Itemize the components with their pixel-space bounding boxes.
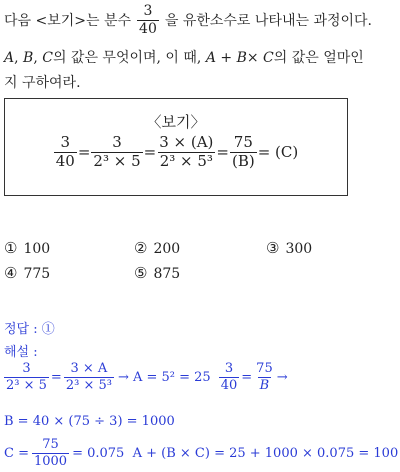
question-expression: A + B× C <box>205 50 274 66</box>
choice-5[interactable] <box>134 264 180 282</box>
equals-sign: = <box>77 143 91 162</box>
choice-value: 875 <box>153 266 181 282</box>
bogi-equation <box>5 135 347 170</box>
numerator: 75 <box>256 361 273 376</box>
answer-label: 정답 : ① <box>4 322 55 337</box>
choice-value: 100 <box>23 241 51 257</box>
bogi-fraction-1 <box>54 135 77 170</box>
denominator: 40 <box>55 151 75 170</box>
question-line-3: 지 구하여라. <box>4 75 81 91</box>
denominator: 2³ × 5 <box>93 151 141 170</box>
choice-value: 300 <box>285 241 313 257</box>
numerator: 75 <box>233 133 253 151</box>
fraction-numerator: 3 <box>143 3 153 19</box>
choice-mark: ① <box>4 239 18 257</box>
var-a: A <box>4 50 15 66</box>
equals-sign: = <box>50 369 62 385</box>
bogi-box <box>4 98 348 196</box>
question-end-text: 의 값은 얼마인 <box>273 50 364 66</box>
numerator: 75 <box>42 437 59 452</box>
numerator: 3 <box>22 361 31 376</box>
choice-mark: ② <box>134 239 148 257</box>
choice-value: 200 <box>153 241 181 257</box>
var-c: C <box>42 50 53 66</box>
solution-fraction <box>219 362 240 392</box>
choice-mark: ③ <box>266 239 280 257</box>
bogi-fraction-4 <box>230 135 257 170</box>
question-line-2 <box>4 47 364 67</box>
question-line-1 <box>4 4 372 36</box>
solution-fraction <box>254 362 275 392</box>
bogi-tail: = (C) <box>257 143 299 162</box>
arrow-icon: → <box>276 369 288 385</box>
fraction-denominator: 40 <box>139 20 157 37</box>
solution-a-result: → A = 5² = 25 <box>117 369 211 385</box>
var-b: B <box>23 50 34 66</box>
question-prefix: 다음 <보기>는 분수 <box>4 13 132 30</box>
c-result: = 0.075 A + (B × C) = 25 + 1000 × 0.075 = 100 <box>72 445 399 461</box>
choice-3[interactable] <box>266 239 312 257</box>
denominator: B <box>259 377 270 393</box>
denominator: 2³ × 5³ <box>159 151 213 170</box>
comma: , <box>14 50 19 66</box>
choice-mark: ⑤ <box>134 264 148 282</box>
numerator: 3 <box>60 133 71 151</box>
numerator: 3 × A <box>70 361 108 376</box>
choice-2[interactable] <box>134 239 180 257</box>
bogi-fraction-3 <box>157 135 215 170</box>
numerator: 3 <box>224 361 234 376</box>
numerator: 3 × (A) <box>159 133 214 151</box>
denominator: 2³ × 5 <box>6 377 47 393</box>
equals-sign: = <box>216 143 229 162</box>
c-prefix: C = <box>4 445 29 461</box>
denominator: 2³ × 5³ <box>65 377 112 393</box>
question-fraction <box>137 4 159 36</box>
denominator: (B) <box>231 151 255 170</box>
solution-fraction <box>4 362 49 392</box>
equals-sign: = <box>241 369 253 385</box>
solution-line-3 <box>4 438 398 468</box>
equals-sign: = <box>143 143 157 162</box>
bogi-fraction-2 <box>91 135 142 170</box>
numerator: 3 <box>112 133 122 151</box>
solution-line-1 <box>4 362 288 392</box>
choice-4[interactable] <box>4 264 50 282</box>
choice-mark: ④ <box>4 264 18 282</box>
question-suffix: 을 유한소수로 나타내는 과정이다. <box>164 13 372 30</box>
comma: , <box>33 50 38 66</box>
solution-fraction <box>64 362 114 392</box>
choice-value: 775 <box>23 266 51 282</box>
denominator: 1000 <box>33 453 68 469</box>
bogi-title: 〈보기〉 <box>146 113 206 131</box>
question-mid-text: 의 값은 무엇이며, 이 때, <box>52 50 202 66</box>
solution-fraction <box>32 438 69 468</box>
explanation-label: 해설 : <box>4 345 38 360</box>
solution-line-2: B = 40 × (75 ÷ 3) = 1000 <box>4 414 175 429</box>
denominator: 40 <box>220 377 238 393</box>
choice-1[interactable] <box>4 239 50 257</box>
